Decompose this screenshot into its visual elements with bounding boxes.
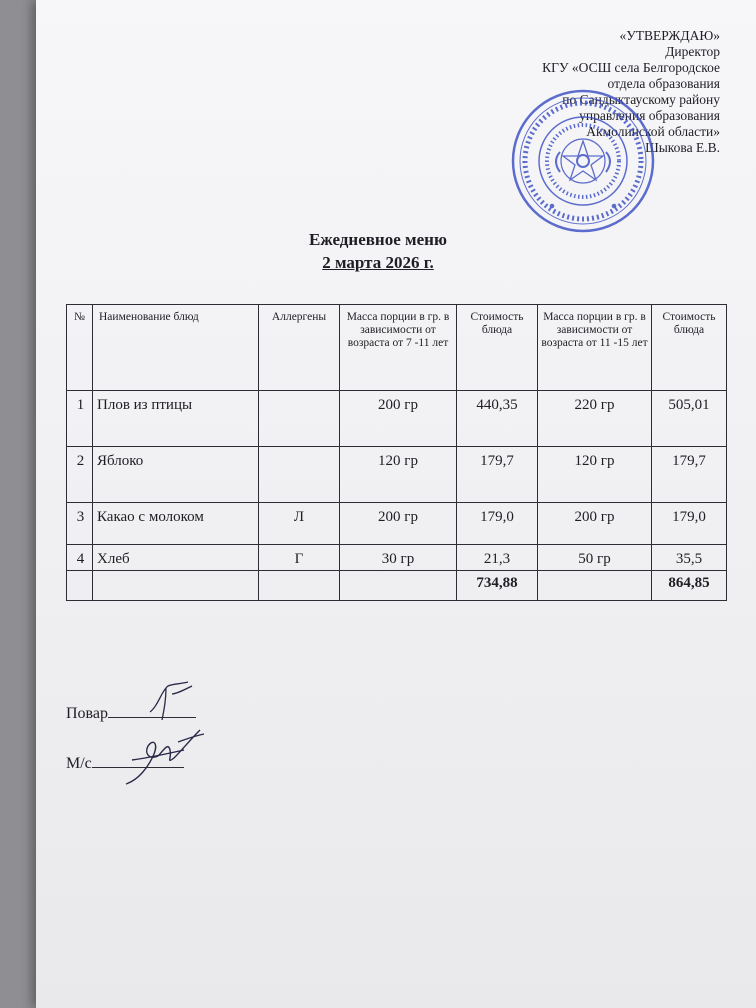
approval-line: «УТВЕРЖДАЮ» bbox=[619, 28, 720, 43]
column-header: Масса порции в гр. в зависимости от возраста от 11 -15 лет bbox=[538, 305, 652, 391]
table-row bbox=[67, 391, 727, 447]
menu-date: 2 марта 2026 г. bbox=[322, 253, 434, 272]
portion-11-15: 220 гр bbox=[538, 391, 652, 447]
portion-11-15: 50 гр bbox=[538, 545, 652, 571]
column-header: Масса порции в гр. в зависимости от возраста от 7 -11 лет bbox=[340, 305, 457, 391]
approval-line: Шыкова Е.В. bbox=[645, 140, 720, 155]
table-row bbox=[67, 447, 727, 503]
row-number: 4 bbox=[67, 545, 93, 571]
approval-line: КГУ «ОСШ села Белгородское bbox=[542, 60, 720, 75]
totals-row bbox=[67, 571, 727, 601]
portion-11-15: 200 гр bbox=[538, 503, 652, 545]
row-number: 1 bbox=[67, 391, 93, 447]
dish-name: Плов из птицы bbox=[93, 391, 259, 447]
cook-signature-icon bbox=[136, 676, 216, 726]
column-header: Аллергены bbox=[259, 305, 340, 391]
table-row bbox=[67, 545, 727, 571]
approval-line: по Сандыктаускому району bbox=[562, 92, 720, 107]
price-11-15: 505,01 bbox=[652, 391, 727, 447]
column-header: № bbox=[67, 305, 93, 391]
page-title: Ежедневное меню bbox=[309, 230, 447, 249]
nurse-signature-icon bbox=[118, 724, 218, 794]
row-number: 2 bbox=[67, 447, 93, 503]
price-7-11: 21,3 bbox=[457, 545, 538, 571]
allergens: Л bbox=[259, 503, 340, 545]
portion-11-15: 120 гр bbox=[538, 447, 652, 503]
price-11-15: 35,5 bbox=[652, 545, 727, 571]
dish-name: Хлеб bbox=[93, 545, 259, 571]
price-7-11: 179,0 bbox=[457, 503, 538, 545]
total-cell bbox=[340, 571, 457, 601]
dish-name: Яблоко bbox=[93, 447, 259, 503]
price-11-15: 179,7 bbox=[652, 447, 727, 503]
approval-line: управления образования bbox=[579, 108, 720, 123]
column-header: Стоимость блюда bbox=[652, 305, 727, 391]
total-cell bbox=[538, 571, 652, 601]
allergens: Г bbox=[259, 545, 340, 571]
portion-7-11: 200 гр bbox=[340, 503, 457, 545]
total-price-11-15: 864,85 bbox=[652, 571, 727, 601]
portion-7-11: 120 гр bbox=[340, 447, 457, 503]
table-row bbox=[67, 503, 727, 545]
column-header: Стоимость блюда bbox=[457, 305, 538, 391]
portion-7-11: 200 гр bbox=[340, 391, 457, 447]
total-price-7-11: 734,88 bbox=[457, 571, 538, 601]
column-header: Наименование блюд bbox=[93, 305, 259, 391]
portion-7-11: 30 гр bbox=[340, 545, 457, 571]
dish-name: Какао с молоком bbox=[93, 503, 259, 545]
total-cell bbox=[67, 571, 93, 601]
row-number: 3 bbox=[67, 503, 93, 545]
nurse-label: М/с bbox=[66, 755, 92, 772]
price-7-11: 440,35 bbox=[457, 391, 538, 447]
approval-line: отдела образования bbox=[607, 76, 720, 91]
table-header-row bbox=[67, 305, 727, 391]
total-cell bbox=[259, 571, 340, 601]
total-cell bbox=[93, 571, 259, 601]
price-11-15: 179,0 bbox=[652, 503, 727, 545]
allergens bbox=[259, 447, 340, 503]
price-7-11: 179,7 bbox=[457, 447, 538, 503]
official-stamp-icon bbox=[508, 86, 658, 236]
approval-line: Директор bbox=[665, 44, 720, 59]
allergens bbox=[259, 391, 340, 447]
menu-table bbox=[66, 304, 727, 601]
approval-line: Акмолинской области» bbox=[586, 124, 720, 139]
cook-label: Повар bbox=[66, 705, 108, 722]
